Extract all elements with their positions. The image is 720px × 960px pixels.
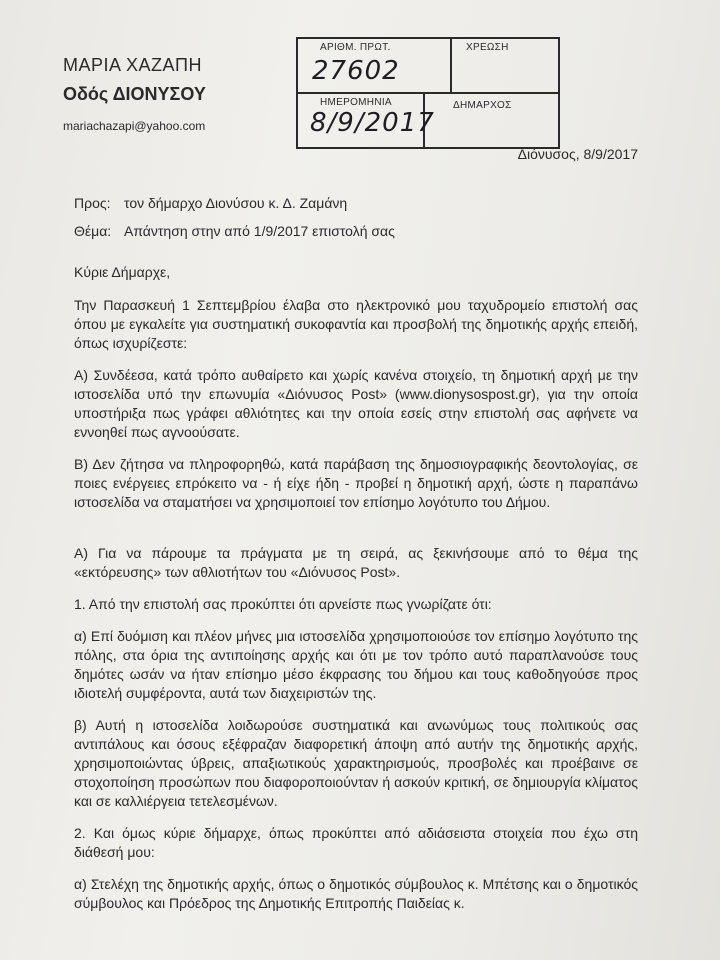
date-cell (298, 94, 435, 147)
paragraph: Την Παρασκευή 1 Σεπτεμβρίου έλαβα στο ηλεκτρονικό μου ταχυδρομείο επιστολή σας όπου με εγκαλείτε για συστηματική συκοφαντία και προσβολή της δημοτικής αρχής επειδή, όπως ισχυρίζεστε: (74, 297, 638, 351)
charge-cell (452, 39, 558, 94)
subject-value: Απάντηση στην από 1/9/2017 επιστολή σας (124, 223, 395, 239)
paragraph: β) Αυτή η ιστοσελίδα λοιδωρούσε συστηματικά και ανωνύμως τους πολιτικούς σας αντιπάλους και όσους εξέφραζαν διαφορετική άποψη από αυτήν της δημοτικής αρχής, χρησιμοποιώντας ύβρεις, απαξιωτικούς χαρακτηρισμούς, προσβολές και προέβαινε σε στοχοποίηση προσώπων που διαφοροποιούνταν ή ασκούν κριτική, σε δημιουργία κλίματος και σε καλλιέργεια τετελεσμένων. (74, 717, 638, 809)
date-label: ΗΜΕΡΟΜΗΝΙΑ (320, 97, 392, 108)
paragraph: α) Επί δυόμιση και πλέον μήνες μια ιστοσελίδα χρησιμοποιούσε τον επίσημο λογότυπο της πόλης, στα όρια της αντιποίησης αρχής και ότι με τον τρόπο αυτό παραπλανούσε τους δημότες ωσάν να ήταν επίσημο μέσο έκφρασης του δήμου και τους καθοδηγούσε προς ιδιοτελή συμφέροντα, αυτά των διαχειριστών της. (74, 628, 638, 701)
sender-email: mariachazapi@yahoo.com (63, 119, 206, 133)
sender-block (63, 55, 206, 133)
protocol-number-cell (298, 39, 452, 94)
protocol-label: ΑΡΙΘΜ. ΠΡΩΤ. (320, 42, 391, 53)
recipient-line (74, 195, 347, 211)
protocol-stamp (296, 37, 560, 149)
sender-street: Οδός ΔΙΟΝΥΣΟΥ (63, 84, 206, 104)
mayor-cell (425, 94, 558, 147)
to-value: τον δήμαρχο Διονύσου κ. Δ. Ζαμάνη (124, 195, 348, 211)
paragraph: Β) Δεν ζήτησα να πληροφορηθώ, κατά παράβαση της δημοσιογραφικής δεοντολογίας, σε ποιες ενέργειες επρόκειτο να - ή είχε ήδη - προβεί η δημοτική αρχή, ώστε η παραπάνω ιστοσελίδα να σταματήσει να χρησιμοποιεί τον επίσημο λογότυπο του Δήμου. (74, 456, 638, 510)
subject-line (74, 223, 395, 239)
paragraph: Α) Συνδέεσα, κατά τρόπο αυθαίρετο και χωρίς κανένα στοιχείο, τη δημοτική αρχή με την ιστοσελίδα υπό την επωνυμία «Διόνυσος Post» (www.dionysospost.gr), για την οποία υποστήριξα πως γράφει αθλιότητες και την οποία εσείς στην επιστολή σας αφήνετε να εννοηθεί πως αγνοούσατε. (74, 367, 638, 440)
paragraph: α) Στελέχη της δημοτικής αρχής, όπως ο δημοτικός σύμβουλος κ. Μπέτσης και ο δημοτικός σύμβουλος και Πρόεδρος της Δημοτικής Επιτροπής Παιδείας κ. (74, 876, 638, 911)
charge-label: ΧΡΕΩΣΗ (466, 42, 509, 53)
place-date: Διόνυσος, 8/9/2017 (517, 146, 638, 162)
paragraph: 2. Και όμως κύριε δήμαρχε, όπως προκύπτει από αδιάσειστα στοιχεία που έχω στη διάθεσή μου: (74, 825, 638, 860)
to-label: Προς: (74, 195, 111, 211)
paragraph: Α) Για να πάρουμε τα πράγματα με τη σειρά, ας ξεκινήσουμε από το θέμα της «εκτόρευσης» των αθλιοτήτων του «Διόνυσος Post». (74, 545, 638, 580)
date-handwritten: 8/9/2017 (310, 108, 435, 138)
protocol-number: 27602 (312, 56, 400, 86)
subject-label: Θέμα: (74, 223, 112, 239)
salutation: Κύριε Δήμαρχε, (74, 264, 171, 280)
letter-body (74, 263, 638, 926)
mayor-label: ΔΗΜΑΡΧΟΣ (453, 100, 512, 111)
paragraph: 1. Από την επιστολή σας προκύπτει ότι αρνείστε πως γνωρίζατε ότι: (74, 596, 492, 612)
sender-name: ΜΑΡΙΑ ΧΑΖΑΠΗ (63, 55, 203, 75)
